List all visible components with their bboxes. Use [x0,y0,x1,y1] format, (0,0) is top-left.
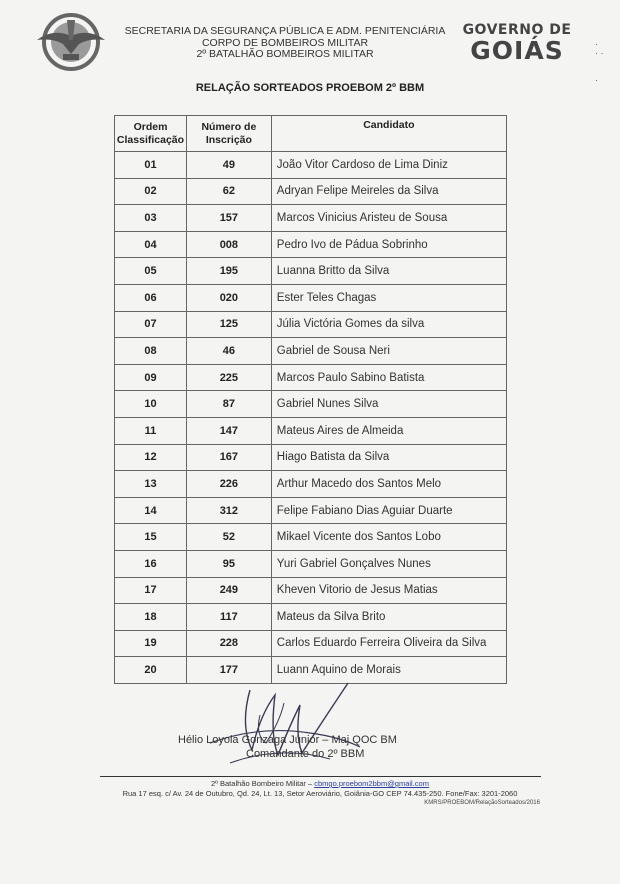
cell-numero: 125 [186,311,271,338]
cell-numero: 147 [186,417,271,444]
cell-candidato: Luann Aquino de Morais [271,657,506,684]
cell-ordem: 03 [115,205,187,232]
table-row [115,152,507,179]
cell-numero: 195 [186,258,271,285]
cell-ordem: 02 [115,178,187,205]
cell-ordem: 10 [115,391,187,418]
header-numero-line-1: Número de [201,120,257,133]
cell-ordem: 06 [115,284,187,311]
cell-numero: 87 [186,391,271,418]
bombeiros-emblem-icon [33,10,109,74]
table-row [115,311,507,338]
cell-candidato: Kheven Vitorio de Jesus Matias [271,577,506,604]
table-row [115,258,507,285]
cell-numero: 95 [186,550,271,577]
gov-logo-line-2: GOIÁS [470,36,564,65]
institution-header [120,26,450,61]
cell-ordem: 11 [115,417,187,444]
cell-ordem: 20 [115,657,187,684]
table-row [115,231,507,258]
signer-role: Comandante do 2º BBM [246,748,365,760]
document-reference: KMRS/PROEBOM/RelaçãoSorteados/2016 [424,800,540,806]
cell-candidato: Ester Teles Chagas [271,284,506,311]
cell-candidato: Hiago Batista da Silva [271,444,506,471]
footer-prefix: 2º Batalhão Bombeiro Militar – [211,779,315,788]
cell-ordem: 15 [115,524,187,551]
cell-ordem: 04 [115,231,187,258]
cell-candidato: Carlos Eduardo Ferreira Oliveira da Silva [271,630,506,657]
table-row [115,444,507,471]
cell-candidato: Adryan Felipe Meireles da Silva [271,178,506,205]
cell-numero: 249 [186,577,271,604]
table-row [115,524,507,551]
cell-candidato: Mateus Aires de Almeida [271,417,506,444]
signer-name: Hélio Loyola Gonzaga Júnior – Maj QOC BM [178,734,397,746]
cell-candidato: Pedro Ivo de Pádua Sobrinho [271,231,506,258]
table-row [115,364,507,391]
table-row [115,471,507,498]
footer [80,779,560,798]
cell-numero: 157 [186,205,271,232]
header-line-2: CORPO DE BOMBEIROS MILITAR [201,36,369,49]
table-row [115,205,507,232]
cell-ordem: 05 [115,258,187,285]
cell-numero: 225 [186,364,271,391]
cell-ordem: 14 [115,497,187,524]
gov-logo-line-1: GOVERNO DE [462,22,572,38]
table-row [115,497,507,524]
signature-scribble [200,675,370,785]
table-row [115,391,507,418]
header-ordem-line-1: Ordem [133,120,168,133]
header-line-3: 2º BATALHÃO BOMBEIROS MILITAR [196,48,374,60]
table-row [115,604,507,631]
cell-ordem: 07 [115,311,187,338]
table-row [115,550,507,577]
cell-ordem: 12 [115,444,187,471]
cell-ordem: 08 [115,338,187,365]
table-row [115,178,507,205]
table-header-row [115,116,507,152]
cell-numero: 008 [186,231,271,258]
cell-numero: 020 [186,284,271,311]
cell-candidato: Mikael Vicente dos Santos Lobo [271,524,506,551]
cell-candidato: Marcos Vinicius Aristeu de Sousa [271,205,506,232]
header-ordem [115,116,187,152]
table-row [115,284,507,311]
cell-candidato: Yuri Gabriel Gonçalves Nunes [271,550,506,577]
footer-divider [100,776,541,777]
cell-candidato: João Vitor Cardoso de Lima Diniz [271,152,506,179]
governo-goias-logo [462,22,572,64]
cell-ordem: 19 [115,630,187,657]
cell-numero: 117 [186,604,271,631]
cell-numero: 312 [186,497,271,524]
table-row [115,630,507,657]
table-row [115,338,507,365]
header-candidato: Candidato [271,116,506,152]
cell-numero: 167 [186,444,271,471]
cell-candidato: Luanna Britto da Silva [271,258,506,285]
document-title: RELAÇÃO SORTEADOS PROEBOM 2º BBM [195,82,425,94]
cell-candidato: Gabriel Nunes Silva [271,391,506,418]
signature-block [178,733,438,761]
cell-candidato: Felipe Fabiano Dias Aguiar Duarte [271,497,506,524]
header-ordem-line-2: Classificação [116,133,185,146]
cell-numero: 46 [186,338,271,365]
cell-candidato: Júlia Victória Gomes da silva [271,311,506,338]
cell-candidato: Gabriel de Sousa Neri [271,338,506,365]
footer-email-link[interactable]: cbmgo.proebom2bbm@gmail.com [314,779,429,788]
scan-specks: · · · · [595,39,604,85]
footer-line-1 [80,779,560,789]
results-table [114,115,507,684]
cell-ordem: 16 [115,550,187,577]
cell-candidato: Mateus da Silva Brito [271,604,506,631]
cell-candidato: Marcos Paulo Sabino Batista [271,364,506,391]
footer-address: Rua 17 esq. c/ Av. 24 de Outubro, Qd. 24, Lt. 13, Setor Aeroviário, Goiânia-GO CEP 74.435-250. Fone/Fax: 3201-2060 [122,788,518,798]
cell-ordem: 17 [115,577,187,604]
cell-ordem: 13 [115,471,187,498]
header-numero-line-2: Inscrição [205,133,252,146]
cell-numero: 177 [186,657,271,684]
cell-numero: 49 [186,152,271,179]
cell-numero: 226 [186,471,271,498]
cell-numero: 228 [186,630,271,657]
cell-ordem: 09 [115,364,187,391]
cell-numero: 52 [186,524,271,551]
cell-ordem: 18 [115,604,187,631]
cell-ordem: 01 [115,152,187,179]
header-numero [186,116,271,152]
cell-candidato: Arthur Macedo dos Santos Melo [271,471,506,498]
header-line-1: SECRETARIA DA SEGURANÇA PÚBLICA E ADM. PENITENCIÁRIA [124,25,446,37]
table-row [115,577,507,604]
cell-numero: 62 [186,178,271,205]
table-row [115,417,507,444]
